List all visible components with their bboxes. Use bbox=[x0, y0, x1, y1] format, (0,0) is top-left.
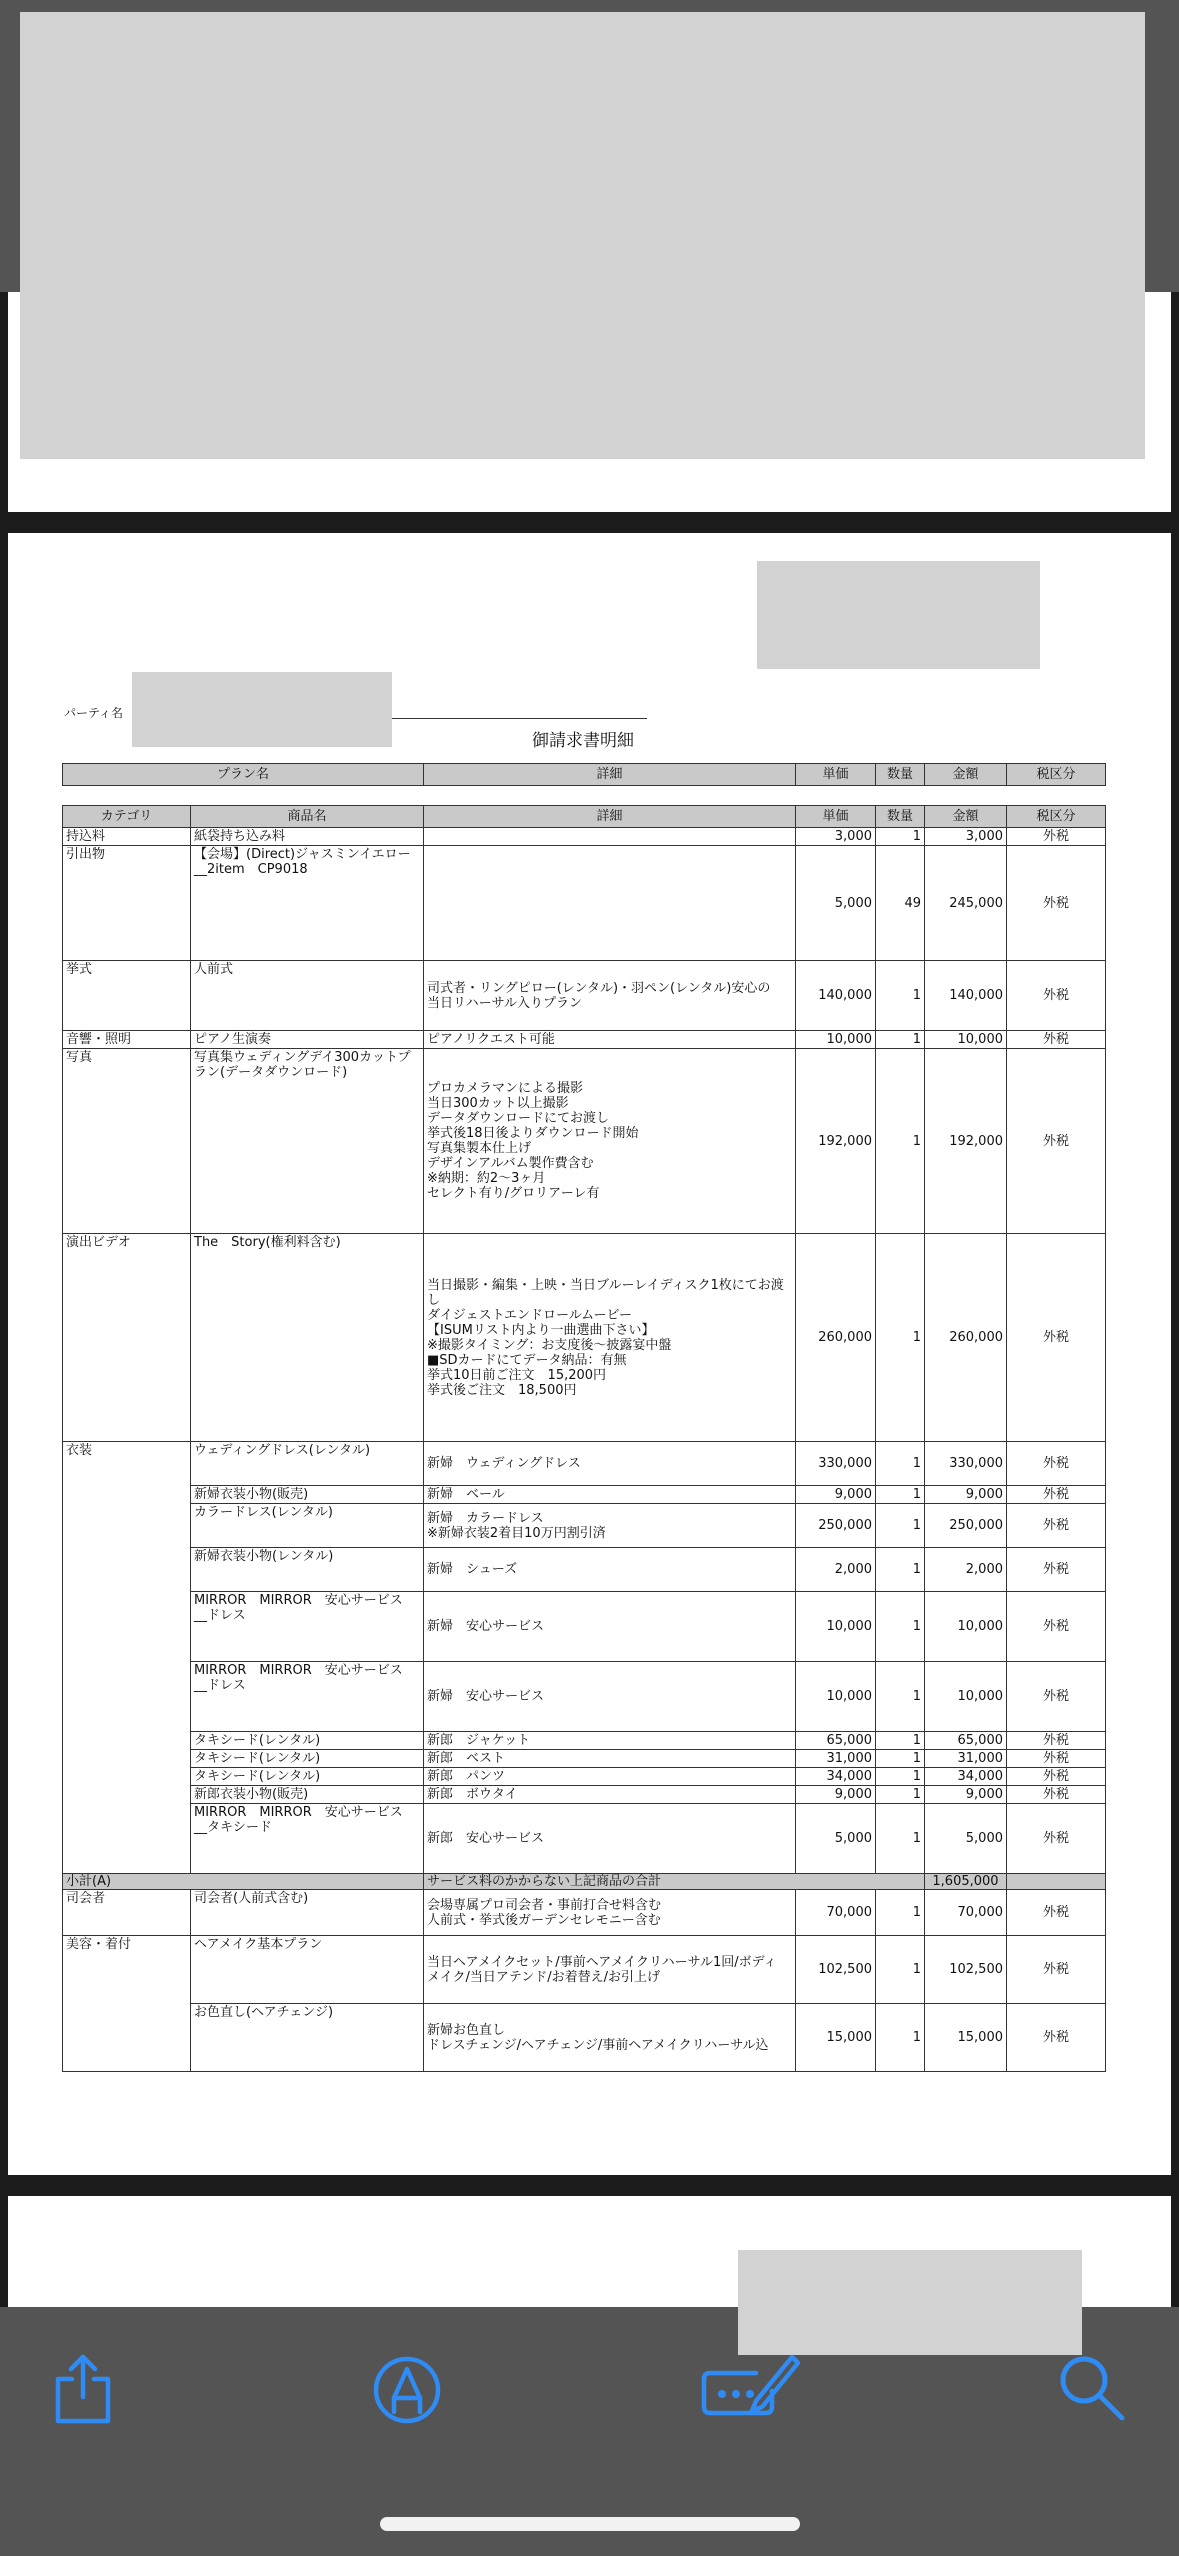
product-name-cell: MIRROR MIRROR 安心サービス __ドレス bbox=[191, 1662, 424, 1732]
amount-cell: 5,000 bbox=[925, 1804, 1007, 1874]
col-detail: 詳細 bbox=[424, 764, 796, 786]
unit-price-cell: 10,000 bbox=[796, 1662, 876, 1732]
amount-cell: 250,000 bbox=[925, 1504, 1007, 1548]
detail-cell bbox=[424, 828, 796, 846]
table-row bbox=[63, 1662, 1106, 1732]
detail-cell: ピアノリクエスト可能 bbox=[424, 1031, 796, 1049]
amount-cell: 140,000 bbox=[925, 961, 1007, 1031]
amount-cell: 10,000 bbox=[925, 1662, 1007, 1732]
category-cell: 衣装 bbox=[63, 1442, 191, 1874]
amount-cell: 260,000 bbox=[925, 1234, 1007, 1442]
amount-cell: 245,000 bbox=[925, 846, 1007, 961]
amount-cell: 31,000 bbox=[925, 1750, 1007, 1768]
col-detail: 詳細 bbox=[424, 806, 796, 828]
tax-cell: 外税 bbox=[1007, 846, 1106, 961]
subtotal-label: 小計(A) bbox=[63, 1874, 424, 1890]
table-row bbox=[63, 1486, 1106, 1504]
table-row bbox=[63, 846, 1106, 961]
quantity-cell: 1 bbox=[876, 1592, 925, 1662]
subtotal-tax bbox=[1007, 1874, 1106, 1890]
amount-cell: 192,000 bbox=[925, 1049, 1007, 1234]
product-name-cell: カラードレス(レンタル) bbox=[191, 1504, 424, 1548]
detail-cell: 会場専属プロ司会者・事前打合せ料含む 人前式・挙式後ガーデンセレモニー含む bbox=[424, 1890, 796, 1936]
col-tax: 税区分 bbox=[1007, 806, 1106, 828]
detail-cell: 新婦お色直し ドレスチェンジ/ヘアチェンジ/事前ヘアメイクリハーサル込 bbox=[424, 2004, 796, 2072]
quantity-cell: 1 bbox=[876, 1804, 925, 1874]
product-name-cell: 新婦衣装小物(販売) bbox=[191, 1486, 424, 1504]
category-cell: 写真 bbox=[63, 1049, 191, 1234]
redacted-footer-block bbox=[738, 2250, 1082, 2355]
unit-price-cell: 15,000 bbox=[796, 2004, 876, 2072]
quantity-cell: 1 bbox=[876, 1234, 925, 1442]
subtotal-row bbox=[63, 1874, 1106, 1890]
detail-cell: 新郎 安心サービス bbox=[424, 1804, 796, 1874]
table-row bbox=[63, 1804, 1106, 1874]
tax-cell: 外税 bbox=[1007, 1662, 1106, 1732]
detail-cell bbox=[424, 846, 796, 961]
unit-price-cell: 2,000 bbox=[796, 1548, 876, 1592]
share-icon[interactable] bbox=[52, 2353, 116, 2425]
quantity-cell: 1 bbox=[876, 1786, 925, 1804]
col-tax: 税区分 bbox=[1007, 764, 1106, 786]
category-cell: 音響・照明 bbox=[63, 1031, 191, 1049]
quantity-cell: 1 bbox=[876, 1442, 925, 1486]
col-amount: 金額 bbox=[925, 764, 1007, 786]
redacted-party-name bbox=[132, 672, 392, 747]
detail-cell: 新婦 カラードレス ※新婦衣装2着目10万円割引済 bbox=[424, 1504, 796, 1548]
detail-cell: 司式者・リングピロー(レンタル)・羽ペン(レンタル)安心の 当日リハーサル入りプラン bbox=[424, 961, 796, 1031]
quantity-cell: 1 bbox=[876, 2004, 925, 2072]
tax-cell: 外税 bbox=[1007, 1031, 1106, 1049]
col-unit-price: 単価 bbox=[796, 764, 876, 786]
quantity-cell: 1 bbox=[876, 1049, 925, 1234]
table-row bbox=[63, 1442, 1106, 1486]
product-name-cell: ピアノ生演奏 bbox=[191, 1031, 424, 1049]
markup-icon[interactable] bbox=[372, 2355, 442, 2425]
amount-cell: 9,000 bbox=[925, 1786, 1007, 1804]
detail-cell: 新婦 ベール bbox=[424, 1486, 796, 1504]
tax-cell: 外税 bbox=[1007, 1592, 1106, 1662]
subtotal-amount: 1,605,000 bbox=[925, 1874, 1007, 1890]
signature-icon[interactable] bbox=[700, 2351, 800, 2421]
detail-cell: プロカメラマンによる撮影 当日300カット以上撮影 データダウンロードにてお渡し 挙式後18日後よりダウンロード開始 写真集製本仕上げ デザインアルバム製作費含む ※納期：約2～3ヶ月 セレクト有り/グロリアーレ有 bbox=[424, 1049, 796, 1234]
col-amount: 金額 bbox=[925, 806, 1007, 828]
product-name-cell: お色直し(ヘアチェンジ) bbox=[191, 2004, 424, 2072]
table-row bbox=[63, 961, 1106, 1031]
quantity-cell: 1 bbox=[876, 1486, 925, 1504]
redacted-logo-block bbox=[757, 561, 1040, 669]
tax-cell: 外税 bbox=[1007, 1504, 1106, 1548]
search-icon[interactable] bbox=[1058, 2354, 1126, 2422]
tax-cell: 外税 bbox=[1007, 1442, 1106, 1486]
product-name-cell: The Story(権利料含む) bbox=[191, 1234, 424, 1442]
amount-cell: 34,000 bbox=[925, 1768, 1007, 1786]
quantity-cell: 1 bbox=[876, 1662, 925, 1732]
detail-cell: 新婦 安心サービス bbox=[424, 1662, 796, 1732]
unit-price-cell: 70,000 bbox=[796, 1890, 876, 1936]
tax-cell: 外税 bbox=[1007, 2004, 1106, 2072]
amount-cell: 15,000 bbox=[925, 2004, 1007, 2072]
col-plan-name: プラン名 bbox=[63, 764, 424, 786]
table-row bbox=[63, 1768, 1106, 1786]
detail-cell: 新郎 ボウタイ bbox=[424, 1786, 796, 1804]
quantity-cell: 1 bbox=[876, 1732, 925, 1750]
quantity-cell: 1 bbox=[876, 1890, 925, 1936]
tax-cell: 外税 bbox=[1007, 828, 1106, 846]
unit-price-cell: 330,000 bbox=[796, 1442, 876, 1486]
tax-cell: 外税 bbox=[1007, 1890, 1106, 1936]
amount-cell: 9,000 bbox=[925, 1486, 1007, 1504]
amount-cell: 3,000 bbox=[925, 828, 1007, 846]
product-name-cell: ウェディングドレス(レンタル) bbox=[191, 1442, 424, 1486]
table-row bbox=[63, 1049, 1106, 1234]
product-name-cell: 【会場】(Direct)ジャスミンイエロー __2item CP9018 bbox=[191, 846, 424, 961]
category-cell: 引出物 bbox=[63, 846, 191, 961]
unit-price-cell: 9,000 bbox=[796, 1486, 876, 1504]
table-row bbox=[63, 1031, 1106, 1049]
col-unit-price: 単価 bbox=[796, 806, 876, 828]
tax-cell: 外税 bbox=[1007, 1049, 1106, 1234]
product-name-cell: 写真集ウェディングデイ300カットプ ラン(データダウンロード) bbox=[191, 1049, 424, 1234]
unit-price-cell: 5,000 bbox=[796, 1804, 876, 1874]
quantity-cell: 1 bbox=[876, 1768, 925, 1786]
tax-cell: 外税 bbox=[1007, 1750, 1106, 1768]
product-name-cell: タキシード(レンタル) bbox=[191, 1750, 424, 1768]
tax-cell: 外税 bbox=[1007, 1548, 1106, 1592]
category-cell: 美容・着付 bbox=[63, 1936, 191, 2072]
product-name-cell: タキシード(レンタル) bbox=[191, 1732, 424, 1750]
product-name-cell: MIRROR MIRROR 安心サービス __タキシード bbox=[191, 1804, 424, 1874]
unit-price-cell: 250,000 bbox=[796, 1504, 876, 1548]
amount-cell: 65,000 bbox=[925, 1732, 1007, 1750]
product-name-cell: 人前式 bbox=[191, 961, 424, 1031]
table-row bbox=[63, 1504, 1106, 1548]
unit-price-cell: 31,000 bbox=[796, 1750, 876, 1768]
col-quantity: 数量 bbox=[876, 806, 925, 828]
amount-cell: 10,000 bbox=[925, 1031, 1007, 1049]
amount-cell: 10,000 bbox=[925, 1592, 1007, 1662]
home-indicator[interactable] bbox=[380, 2517, 800, 2531]
amount-cell: 70,000 bbox=[925, 1890, 1007, 1936]
unit-price-cell: 10,000 bbox=[796, 1031, 876, 1049]
tax-cell: 外税 bbox=[1007, 1486, 1106, 1504]
detail-cell: 新婦 シューズ bbox=[424, 1548, 796, 1592]
table-row bbox=[63, 828, 1106, 846]
unit-price-cell: 10,000 bbox=[796, 1592, 876, 1662]
quantity-cell: 1 bbox=[876, 1504, 925, 1548]
detail-cell: 新婦 安心サービス bbox=[424, 1592, 796, 1662]
tax-cell: 外税 bbox=[1007, 1234, 1106, 1442]
quantity-cell: 1 bbox=[876, 1750, 925, 1768]
quantity-cell: 1 bbox=[876, 1936, 925, 2004]
detail-cell: 新婦 ウェディングドレス bbox=[424, 1442, 796, 1486]
unit-price-cell: 9,000 bbox=[796, 1786, 876, 1804]
col-product-name: 商品名 bbox=[191, 806, 424, 828]
table-row bbox=[63, 2004, 1106, 2072]
plan-header-table bbox=[62, 763, 1106, 786]
product-name-cell: MIRROR MIRROR 安心サービス __ドレス bbox=[191, 1592, 424, 1662]
subtotal-detail: サービス料のかからない上記商品の合計 bbox=[424, 1874, 925, 1890]
product-name-cell: ヘアメイク基本プラン bbox=[191, 1936, 424, 2004]
unit-price-cell: 102,500 bbox=[796, 1936, 876, 2004]
unit-price-cell: 140,000 bbox=[796, 961, 876, 1031]
category-cell: 挙式 bbox=[63, 961, 191, 1031]
amount-cell: 2,000 bbox=[925, 1548, 1007, 1592]
tax-cell: 外税 bbox=[1007, 1768, 1106, 1786]
category-cell: 持込料 bbox=[63, 828, 191, 846]
detail-cell: 当日ヘアメイクセット/事前ヘアメイクリハーサル1回/ボディ メイク/当日アテンド/お着替え/お引上げ bbox=[424, 1936, 796, 2004]
tax-cell: 外税 bbox=[1007, 961, 1106, 1031]
amount-cell: 330,000 bbox=[925, 1442, 1007, 1486]
category-cell: 司会者 bbox=[63, 1890, 191, 1936]
tax-cell: 外税 bbox=[1007, 1732, 1106, 1750]
table-row bbox=[63, 1936, 1106, 2004]
table-row bbox=[63, 1234, 1106, 1442]
detail-cell: 新郎 ベスト bbox=[424, 1750, 796, 1768]
category-cell: 演出ビデオ bbox=[63, 1234, 191, 1442]
unit-price-cell: 3,000 bbox=[796, 828, 876, 846]
detail-cell: 当日撮影・編集・上映・当日ブルーレイディスク1枚にてお渡 し ダイジェストエンドロールムービー 【ISUMリスト内より一曲選曲下さい】 ※撮影タイミング：お支度後～披露宴中盤 ■SDカードにてデータ納品：有無 挙式10日前ご注文 15,200円 挙式後ご注文 18,500円 bbox=[424, 1234, 796, 1442]
detail-cell: 新郎 ジャケット bbox=[424, 1732, 796, 1750]
tax-cell: 外税 bbox=[1007, 1804, 1106, 1874]
product-name-cell: 新郎衣装小物(販売) bbox=[191, 1786, 424, 1804]
quantity-cell: 1 bbox=[876, 961, 925, 1031]
table-row bbox=[63, 1592, 1106, 1662]
tax-cell: 外税 bbox=[1007, 1936, 1106, 2004]
invoice-items-table bbox=[62, 805, 1106, 2072]
product-name-cell: タキシード(レンタル) bbox=[191, 1768, 424, 1786]
redacted-header-block bbox=[20, 12, 1145, 459]
detail-cell: 新郎 パンツ bbox=[424, 1768, 796, 1786]
product-name-cell: 司会者(人前式含む) bbox=[191, 1890, 424, 1936]
product-name-cell: 紙袋持ち込み料 bbox=[191, 828, 424, 846]
unit-price-cell: 65,000 bbox=[796, 1732, 876, 1750]
invoice-title: 御請求書明細 bbox=[532, 731, 634, 751]
party-label: パーティ名 bbox=[64, 706, 124, 720]
quantity-cell: 1 bbox=[876, 828, 925, 846]
table-row bbox=[63, 1548, 1106, 1592]
unit-price-cell: 260,000 bbox=[796, 1234, 876, 1442]
product-name-cell: 新婦衣装小物(レンタル) bbox=[191, 1548, 424, 1592]
col-category: カテゴリ bbox=[63, 806, 191, 828]
quantity-cell: 1 bbox=[876, 1548, 925, 1592]
table-row bbox=[63, 1732, 1106, 1750]
table-row bbox=[63, 1890, 1106, 1936]
unit-price-cell: 5,000 bbox=[796, 846, 876, 961]
table-row bbox=[63, 1750, 1106, 1768]
quantity-cell: 49 bbox=[876, 846, 925, 961]
col-quantity: 数量 bbox=[876, 764, 925, 786]
amount-cell: 102,500 bbox=[925, 1936, 1007, 2004]
quantity-cell: 1 bbox=[876, 1031, 925, 1049]
unit-price-cell: 192,000 bbox=[796, 1049, 876, 1234]
tax-cell: 外税 bbox=[1007, 1786, 1106, 1804]
unit-price-cell: 34,000 bbox=[796, 1768, 876, 1786]
table-row bbox=[63, 1786, 1106, 1804]
